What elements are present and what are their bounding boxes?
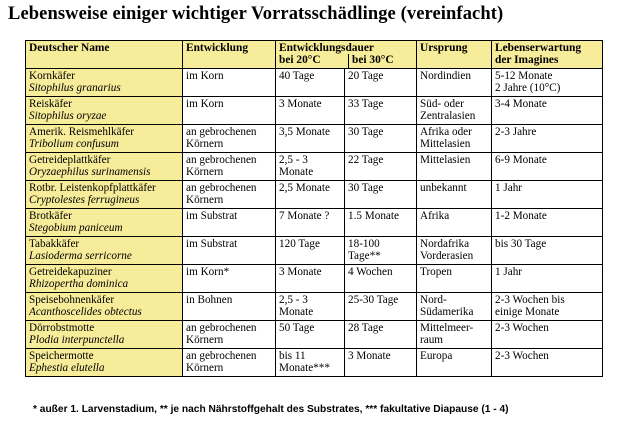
common-name: Dörrobstmotte [29,322,95,334]
cell-bei30: 20 Tage [345,69,417,97]
common-name: Tabakkäfer [29,238,80,250]
cell-bei20: 3,5 Monate [276,125,345,153]
cell-bei30: 18-100 Tage** [345,237,417,265]
common-name: Brotkäfer [29,210,72,222]
table-row [26,265,603,293]
scientific-name: Cryptolestes ferrugineus [29,194,140,206]
cell-entwicklung: im Korn [183,97,276,125]
cell-bei30: 22 Tage [345,153,417,181]
cell-entwicklung: im Korn* [183,265,276,293]
cell-ursprung: Nord- Südamerika [417,293,492,321]
cell-ursprung: Mittelmeer- raum [417,321,492,349]
cell-ursprung: Europa [417,349,492,377]
cell-bei20: 50 Tage [276,321,345,349]
common-name: Rotbr. Leistenkopfplattkäfer [29,182,156,194]
cell-ursprung: Nordindien [417,69,492,97]
cell-lebenserwartung: bis 30 Tage [492,237,603,265]
cell-entwicklung: im Substrat [183,209,276,237]
cell-name [26,321,183,349]
scientific-name: Plodia interpunctella [29,334,125,346]
header-lebenserwartung: Lebenserwartung der Imagines [492,41,603,69]
cell-bei20: 2,5 - 3 Monate [276,293,345,321]
cell-bei20: 2,5 - 3 Monate [276,153,345,181]
table-row [26,293,603,321]
cell-entwicklung: im Substrat [183,237,276,265]
cell-ursprung: Süd- oder Zentralasien [417,97,492,125]
common-name: Getreideplattkäfer [29,154,111,166]
cell-lebenserwartung: 2-3 Wochen bis einige Monate [492,293,603,321]
scientific-name: Stegobium paniceum [29,222,123,234]
cell-bei20: 3 Monate [276,265,345,293]
cell-bei30: 1.5 Monate [345,209,417,237]
cell-entwicklung: in Bohnen [183,293,276,321]
cell-lebenserwartung: 2-3 Wochen [492,321,603,349]
cell-bei30: 30 Tage [345,125,417,153]
cell-lebenserwartung: 3-4 Monate [492,97,603,125]
table-row [26,237,603,265]
cell-entwicklung: an gebrochenen Körnern [183,181,276,209]
cell-entwicklung: an gebrochenen Körnern [183,321,276,349]
header-name: Deutscher Name [26,41,183,69]
cell-bei30: 33 Tage [345,97,417,125]
cell-name [26,69,183,97]
cell-name [26,237,183,265]
footnote: * außer 1. Larvenstadium, ** je nach Nährstoffgehalt des Substrates, *** fakultative Diapause (1 - 4) [33,404,509,415]
cell-lebenserwartung: 1 Jahr [492,181,603,209]
cell-bei30: 28 Tage [345,321,417,349]
header-bei20: bei 20°C [276,54,349,68]
scientific-name: Tribolium confusum [29,138,119,150]
cell-name [26,97,183,125]
cell-name [26,209,183,237]
table-row [26,209,603,237]
cell-bei30: 4 Wochen [345,265,417,293]
cell-entwicklung: im Korn [183,69,276,97]
table-row [26,153,603,181]
table-row [26,125,603,153]
cell-name [26,181,183,209]
cell-bei20: bis 11 Monate*** [276,349,345,377]
scientific-name: Rhizopertha dominica [29,278,129,290]
cell-ursprung: Tropen [417,265,492,293]
cell-ursprung: Afrika [417,209,492,237]
table-row [26,321,603,349]
scientific-name: Ephestia elutella [29,362,105,374]
common-name: Speichermotte [29,350,94,362]
common-name: Reiskäfer [29,98,72,110]
page-title: Lebensweise einiger wichtiger Vorratsschädlinge (vereinfacht) [8,4,504,24]
common-name: Getreidekapuziner [29,266,112,278]
table-row [26,69,603,97]
scientific-name: Sitophilus granarius [29,82,121,94]
header-bei30: bei 30°C [352,54,394,66]
cell-ursprung: unbekannt [417,181,492,209]
table-row [26,181,603,209]
table-row [26,97,603,125]
pest-table [25,40,603,377]
common-name: Amerik. Reismehlkäfer [29,126,135,138]
cell-lebenserwartung: 2-3 Wochen [492,349,603,377]
table-row [26,349,603,377]
scientific-name: Sitophilus oryzae [29,110,107,122]
scientific-name: Acanthoscelides obtectus [29,306,142,318]
cell-name [26,125,183,153]
cell-bei30: 25-30 Tage [345,293,417,321]
cell-entwicklung: an gebrochenen Körnern [183,153,276,181]
header-row [26,41,603,69]
cell-lebenserwartung: 5-12 Monate 2 Jahre (10°C) [492,69,603,97]
common-name: Kornkäfer [29,70,75,82]
cell-entwicklung: an gebrochenen Körnern [183,349,276,377]
cell-bei20: 3 Monate [276,97,345,125]
scientific-name: Oryzaephilus surinamensis [29,166,151,178]
cell-entwicklung: an gebrochenen Körnern [183,125,276,153]
cell-name [26,265,183,293]
cell-lebenserwartung: 1-2 Monate [492,209,603,237]
scientific-name: Lasioderma serricorne [29,250,132,262]
header-dauer: Entwicklungsdauer bei 20°C bei 30°C [276,41,417,69]
cell-ursprung: Afrika oder Mittelasien [417,125,492,153]
cell-name [26,293,183,321]
cell-lebenserwartung: 6-9 Monate [492,153,603,181]
header-entwicklung: Entwicklung [183,41,276,69]
cell-name [26,153,183,181]
cell-bei20: 120 Tage [276,237,345,265]
common-name: Speisebohnenkäfer [29,294,115,306]
header-ursprung: Ursprung [417,41,492,69]
cell-name [26,349,183,377]
cell-bei30: 30 Tage [345,181,417,209]
cell-lebenserwartung: 1 Jahr [492,265,603,293]
cell-bei30: 3 Monate [345,349,417,377]
cell-bei20: 40 Tage [276,69,345,97]
cell-ursprung: Nordafrika Vorderasien [417,237,492,265]
cell-bei20: 2,5 Monate [276,181,345,209]
cell-bei20: 7 Monate ? [276,209,345,237]
cell-ursprung: Mittelasien [417,153,492,181]
cell-lebenserwartung: 2-3 Jahre [492,125,603,153]
